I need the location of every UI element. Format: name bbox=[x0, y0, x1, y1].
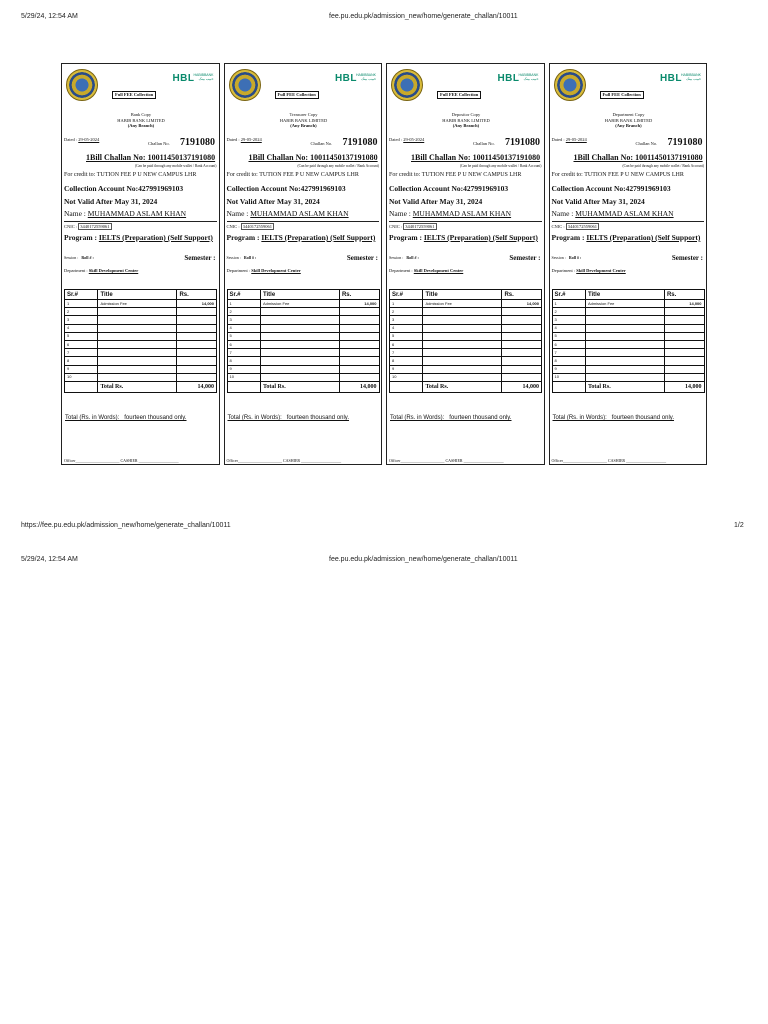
student-name: Name : MUHAMMAD ASLAM KHAN bbox=[64, 209, 187, 218]
table-row bbox=[65, 308, 217, 316]
table-row bbox=[227, 365, 379, 373]
credit-to: For credit to: TUTION FEE P U NEW CAMPUS LHR bbox=[226, 172, 359, 178]
cell-title bbox=[423, 340, 502, 348]
cell-amount bbox=[339, 332, 379, 340]
cell-sr: 10 bbox=[65, 373, 98, 381]
cell-title bbox=[423, 308, 502, 316]
cell-amount bbox=[177, 316, 217, 324]
page-number: 1/2 bbox=[734, 522, 744, 529]
cell-sr: 10 bbox=[552, 373, 585, 381]
cell-title bbox=[260, 349, 339, 357]
col-amount: Rs. bbox=[339, 290, 379, 300]
col-title: Title bbox=[423, 290, 502, 300]
cell-amount bbox=[502, 340, 542, 348]
cell-sr: 4 bbox=[390, 324, 423, 332]
cell-sr: 7 bbox=[227, 349, 260, 357]
cell-amount bbox=[339, 308, 379, 316]
cell-amount bbox=[502, 349, 542, 357]
full-fee-label: Full FEE Collection bbox=[600, 91, 644, 99]
payment-note: (Can be paid through any mobile wallet / Bank Account) bbox=[459, 164, 542, 168]
total-label: Total Rs. bbox=[423, 381, 502, 392]
cell-amount bbox=[339, 357, 379, 365]
col-title: Title bbox=[585, 290, 664, 300]
dated: Dated : 29-05-2024 bbox=[389, 137, 425, 142]
hbl-logo-subtext: HABIBBANK حبیب بینک bbox=[518, 73, 539, 81]
footer-url[interactable]: https://fee.pu.edu.pk/admission_new/home/generate_challan/10011 bbox=[21, 522, 231, 529]
cell-title bbox=[585, 340, 664, 348]
cell-sr: 5 bbox=[390, 332, 423, 340]
table-row bbox=[390, 300, 542, 308]
full-fee-label: Full FEE Collection bbox=[112, 91, 156, 99]
cell-title bbox=[423, 324, 502, 332]
col-amount: Rs. bbox=[177, 290, 217, 300]
divider bbox=[389, 221, 542, 222]
table-row bbox=[390, 308, 542, 316]
table-row bbox=[390, 332, 542, 340]
total-empty bbox=[65, 381, 98, 392]
table-row bbox=[552, 365, 704, 373]
table-row bbox=[227, 324, 379, 332]
cell-sr: 9 bbox=[227, 365, 260, 373]
challan-number: 7191080 bbox=[180, 137, 215, 148]
any-branch: (Any Branch) bbox=[290, 123, 317, 128]
table-row bbox=[390, 324, 542, 332]
cell-title bbox=[98, 324, 177, 332]
cell-amount bbox=[177, 332, 217, 340]
table-row bbox=[390, 365, 542, 373]
cell-sr: 8 bbox=[390, 357, 423, 365]
cell-title: Admission Fee bbox=[423, 300, 502, 308]
cell-title bbox=[423, 316, 502, 324]
table-row bbox=[227, 316, 379, 324]
credit-to: For credit to: TUTION FEE P U NEW CAMPUS LHR bbox=[389, 172, 522, 178]
collection-account: Collection Account No:427991969103 bbox=[551, 184, 671, 193]
cell-amount bbox=[664, 324, 704, 332]
cell-title bbox=[98, 349, 177, 357]
cell-sr: 3 bbox=[227, 316, 260, 324]
cell-title bbox=[423, 349, 502, 357]
cell-amount bbox=[339, 324, 379, 332]
total-label: Total Rs. bbox=[260, 381, 339, 392]
cell-amount bbox=[502, 324, 542, 332]
student-name: Name : MUHAMMAD ASLAM KHAN bbox=[389, 209, 512, 218]
col-sr: Sr.# bbox=[227, 290, 260, 300]
dated: Dated : 29-05-2024 bbox=[226, 137, 262, 142]
cell-title bbox=[585, 349, 664, 357]
table-row bbox=[552, 373, 704, 381]
program: Program : IELTS (Preparation) (Self Support) bbox=[551, 233, 701, 242]
bill-challan-number: 1Bill Challan No: 10011450137191080 bbox=[411, 153, 541, 162]
cell-sr: 7 bbox=[552, 349, 585, 357]
department: Department : Skill Development Center bbox=[551, 268, 626, 273]
col-title: Title bbox=[260, 290, 339, 300]
col-sr: Sr.# bbox=[65, 290, 98, 300]
table-row bbox=[552, 324, 704, 332]
hbl-logo: HBL bbox=[334, 73, 357, 84]
table-row bbox=[390, 316, 542, 324]
university-seal-icon bbox=[66, 69, 98, 101]
hbl-logo: HBL bbox=[172, 73, 195, 84]
any-branch: (Any Branch) bbox=[452, 123, 480, 128]
semester: Semester : bbox=[509, 254, 541, 262]
collection-account: Collection Account No:427991969103 bbox=[389, 184, 509, 193]
session-roll: Session : Roll # : bbox=[64, 255, 94, 260]
any-branch: (Any Branch) bbox=[615, 123, 642, 128]
full-fee-label: Full FEE Collection bbox=[437, 91, 481, 99]
cell-amount bbox=[502, 316, 542, 324]
cell-title bbox=[260, 316, 339, 324]
table-row bbox=[552, 332, 704, 340]
cell-sr: 10 bbox=[390, 373, 423, 381]
cell-sr: 5 bbox=[65, 332, 98, 340]
table-row bbox=[227, 332, 379, 340]
cell-amount bbox=[177, 373, 217, 381]
cell-amount bbox=[177, 365, 217, 373]
table-row bbox=[390, 349, 542, 357]
cell-amount bbox=[502, 332, 542, 340]
fee-table bbox=[552, 289, 705, 393]
cell-sr: 9 bbox=[390, 365, 423, 373]
table-row bbox=[390, 357, 542, 365]
cell-title bbox=[585, 373, 664, 381]
cell-sr: 1 bbox=[227, 300, 260, 308]
challan-copy bbox=[224, 63, 383, 465]
copy-name: Treasurer Copy bbox=[289, 112, 318, 117]
cell-title bbox=[98, 308, 177, 316]
bill-challan-number: 1Bill Challan No: 10011450137191080 bbox=[573, 153, 703, 162]
session-roll: Session : Roll # : bbox=[551, 255, 582, 260]
cell-sr: 3 bbox=[552, 316, 585, 324]
cell-amount bbox=[177, 349, 217, 357]
cell-title bbox=[585, 324, 664, 332]
table-row bbox=[65, 357, 217, 365]
cell-amount bbox=[177, 324, 217, 332]
divider bbox=[64, 221, 217, 222]
collection-account: Collection Account No:427991969103 bbox=[226, 184, 346, 193]
cell-title bbox=[423, 365, 502, 373]
fee-table bbox=[227, 289, 380, 393]
total-value: 14,000 bbox=[177, 381, 217, 392]
cell-title bbox=[260, 373, 339, 381]
bill-challan-number: 1Bill Challan No: 10011450137191080 bbox=[248, 153, 378, 162]
cell-sr: 8 bbox=[552, 357, 585, 365]
bill-challan-number: 1Bill Challan No: 10011450137191080 bbox=[86, 153, 216, 162]
cell-sr: 1 bbox=[65, 300, 98, 308]
cell-amount bbox=[177, 308, 217, 316]
cell-sr: 6 bbox=[227, 340, 260, 348]
fee-table bbox=[389, 289, 542, 393]
hbl-logo-subtext: HABIBBANK حبیب بینک bbox=[193, 73, 214, 81]
cell-title: Admission Fee bbox=[260, 300, 339, 308]
col-sr: Sr.# bbox=[552, 290, 585, 300]
any-branch: (Any Branch) bbox=[127, 123, 155, 128]
cell-amount bbox=[339, 340, 379, 348]
col-amount: Rs. bbox=[502, 290, 542, 300]
copy-name: Bank Copy bbox=[130, 112, 152, 117]
challan-copies bbox=[61, 63, 711, 467]
cell-title bbox=[260, 332, 339, 340]
cell-sr: 2 bbox=[552, 308, 585, 316]
department: Department : Skill Development Center bbox=[64, 268, 139, 273]
cell-title bbox=[260, 308, 339, 316]
signature-line: Officer______________________ CASHIER ____________________ bbox=[551, 458, 667, 463]
divider bbox=[552, 221, 705, 222]
cell-amount bbox=[664, 332, 704, 340]
amount-in-words: Total (Rs. in Words):_ fourteen thousand only. bbox=[65, 415, 187, 421]
print-url-page2: fee.pu.edu.pk/admission_new/home/generate_challan/10011 bbox=[329, 556, 518, 563]
total-label: Total Rs. bbox=[585, 381, 664, 392]
program: Program : IELTS (Preparation) (Self Support) bbox=[64, 233, 213, 242]
bank-name: HABIB BANK LIMITED bbox=[442, 118, 490, 123]
cell-title bbox=[260, 357, 339, 365]
cell-amount bbox=[664, 373, 704, 381]
cell-sr: 1 bbox=[552, 300, 585, 308]
cell-title bbox=[423, 373, 502, 381]
cnic: CNIC : 3440172559061 bbox=[389, 224, 435, 229]
challan-number: 7191080 bbox=[667, 137, 703, 148]
fee-table bbox=[64, 289, 217, 393]
cell-title bbox=[585, 316, 664, 324]
amount-in-words: Total (Rs. in Words):_ fourteen thousand only. bbox=[390, 415, 512, 421]
cell-title bbox=[585, 357, 664, 365]
cell-sr: 5 bbox=[227, 332, 260, 340]
cell-sr: 10 bbox=[227, 373, 260, 381]
validity-date: Not Valid After May 31, 2024 bbox=[389, 197, 483, 206]
cell-title bbox=[260, 324, 339, 332]
session-roll: Session : Roll # : bbox=[389, 255, 419, 260]
cell-sr: 2 bbox=[227, 308, 260, 316]
table-row bbox=[227, 300, 379, 308]
cell-amount bbox=[664, 349, 704, 357]
cell-title bbox=[98, 357, 177, 365]
cell-amount bbox=[502, 357, 542, 365]
dated: Dated : 29-05-2024 bbox=[64, 137, 100, 142]
cnic: CNIC : 3440172559061 bbox=[226, 224, 273, 229]
table-row bbox=[227, 340, 379, 348]
amount-in-words: Total (Rs. in Words):_ fourteen thousand only. bbox=[552, 415, 675, 421]
cell-amount: 14,000 bbox=[664, 300, 704, 308]
challan-no-label: Challan No. bbox=[473, 141, 495, 146]
signature-line: Officer______________________ CASHIER ____________________ bbox=[226, 458, 342, 463]
table-row bbox=[390, 340, 542, 348]
bank-name: HABIB BANK LIMITED bbox=[604, 118, 653, 123]
table-row bbox=[65, 332, 217, 340]
cell-sr: 9 bbox=[65, 365, 98, 373]
cell-amount bbox=[664, 316, 704, 324]
cell-title bbox=[98, 332, 177, 340]
total-empty bbox=[552, 381, 585, 392]
cell-amount bbox=[339, 365, 379, 373]
cell-amount bbox=[664, 365, 704, 373]
cnic: CNIC : 3440172559061 bbox=[551, 224, 598, 229]
student-name: Name : MUHAMMAD ASLAM KHAN bbox=[226, 209, 349, 218]
challan-no-label: Challan No. bbox=[635, 141, 658, 146]
challan-number: 7191080 bbox=[505, 137, 540, 148]
print-datetime: 5/29/24, 12:54 AM bbox=[21, 13, 78, 20]
cell-amount bbox=[502, 365, 542, 373]
challan-no-label: Challan No. bbox=[310, 141, 333, 146]
cell-sr: 8 bbox=[65, 357, 98, 365]
hbl-logo: HBL bbox=[659, 73, 682, 84]
cell-title bbox=[260, 340, 339, 348]
semester: Semester : bbox=[346, 254, 378, 262]
table-row bbox=[552, 308, 704, 316]
cell-sr: 8 bbox=[227, 357, 260, 365]
table-row bbox=[65, 349, 217, 357]
total-value: 14,000 bbox=[502, 381, 542, 392]
table-row bbox=[227, 357, 379, 365]
hbl-logo-subtext: HABIBBANK حبیب بینک bbox=[680, 73, 701, 81]
cell-sr: 1 bbox=[390, 300, 423, 308]
table-row bbox=[65, 373, 217, 381]
signature-line: Officer______________________ CASHIER ____________________ bbox=[64, 458, 179, 463]
cell-title bbox=[423, 332, 502, 340]
table-row bbox=[65, 365, 217, 373]
divider bbox=[227, 221, 380, 222]
semester: Semester : bbox=[671, 254, 703, 262]
hbl-logo-subtext: HABIBBANK حبیب بینک bbox=[355, 73, 376, 81]
cell-sr: 7 bbox=[65, 349, 98, 357]
collection-account: Collection Account No:427991969103 bbox=[64, 184, 184, 193]
total-empty bbox=[390, 381, 423, 392]
bank-name: HABIB BANK LIMITED bbox=[279, 118, 328, 123]
copy-name: Department Copy bbox=[612, 112, 645, 117]
col-amount: Rs. bbox=[664, 290, 704, 300]
table-row bbox=[65, 316, 217, 324]
table-row bbox=[552, 316, 704, 324]
cell-title bbox=[423, 357, 502, 365]
print-datetime-page2: 5/29/24, 12:54 AM bbox=[21, 556, 78, 563]
validity-date: Not Valid After May 31, 2024 bbox=[64, 197, 158, 206]
cell-sr: 6 bbox=[552, 340, 585, 348]
cell-sr: 5 bbox=[552, 332, 585, 340]
challan-number: 7191080 bbox=[342, 137, 378, 148]
cell-title: Admission Fee bbox=[98, 300, 177, 308]
col-sr: Sr.# bbox=[390, 290, 423, 300]
table-row bbox=[390, 373, 542, 381]
university-seal-icon bbox=[229, 69, 261, 101]
table-row bbox=[65, 300, 217, 308]
cell-amount bbox=[502, 373, 542, 381]
dated: Dated : 29-05-2024 bbox=[551, 137, 587, 142]
cell-title bbox=[585, 332, 664, 340]
cell-sr: 9 bbox=[552, 365, 585, 373]
student-name: Name : MUHAMMAD ASLAM KHAN bbox=[551, 209, 674, 218]
bank-name: HABIB BANK LIMITED bbox=[117, 118, 165, 123]
table-row bbox=[65, 340, 217, 348]
cell-amount bbox=[339, 349, 379, 357]
university-seal-icon bbox=[554, 69, 586, 101]
university-seal-icon bbox=[391, 69, 423, 101]
amount-in-words: Total (Rs. in Words):_ fourteen thousand only. bbox=[227, 415, 350, 421]
cnic: CNIC : 3440172559061 bbox=[64, 224, 110, 229]
department: Department : Skill Development Center bbox=[226, 268, 301, 273]
cell-sr: 2 bbox=[390, 308, 423, 316]
cell-amount: 14,000 bbox=[177, 300, 217, 308]
challan-copy bbox=[61, 63, 220, 465]
total-label: Total Rs. bbox=[98, 381, 177, 392]
table-row bbox=[552, 340, 704, 348]
cell-sr: 6 bbox=[390, 340, 423, 348]
table-row bbox=[552, 300, 704, 308]
table-row bbox=[65, 324, 217, 332]
cell-amount bbox=[502, 308, 542, 316]
cell-amount bbox=[664, 340, 704, 348]
print-url: fee.pu.edu.pk/admission_new/home/generate_challan/10011 bbox=[329, 13, 518, 20]
cell-sr: 6 bbox=[65, 340, 98, 348]
table-row bbox=[552, 357, 704, 365]
copy-name: Depositor Copy bbox=[451, 112, 481, 117]
hbl-logo: HBL bbox=[497, 73, 520, 84]
cell-title bbox=[98, 316, 177, 324]
table-row bbox=[552, 349, 704, 357]
validity-date: Not Valid After May 31, 2024 bbox=[226, 197, 320, 206]
cell-title bbox=[98, 340, 177, 348]
cell-amount bbox=[177, 340, 217, 348]
payment-note: (Can be paid through any mobile wallet / Bank Account) bbox=[134, 164, 217, 168]
cell-amount: 14,000 bbox=[502, 300, 542, 308]
challan-copy bbox=[549, 63, 708, 465]
program: Program : IELTS (Preparation) (Self Support) bbox=[389, 233, 538, 242]
signature-line: Officer______________________ CASHIER ____________________ bbox=[389, 458, 504, 463]
full-fee-label: Full FEE Collection bbox=[275, 91, 319, 99]
cell-sr: 2 bbox=[65, 308, 98, 316]
cell-sr: 4 bbox=[227, 324, 260, 332]
cell-amount bbox=[177, 357, 217, 365]
cell-amount bbox=[339, 373, 379, 381]
cell-amount bbox=[339, 316, 379, 324]
cell-sr: 3 bbox=[65, 316, 98, 324]
cell-title: Admission Fee bbox=[585, 300, 664, 308]
table-row bbox=[227, 308, 379, 316]
cell-sr: 4 bbox=[552, 324, 585, 332]
credit-to: For credit to: TUTION FEE P U NEW CAMPUS LHR bbox=[64, 172, 197, 178]
cell-title bbox=[585, 365, 664, 373]
cell-sr: 3 bbox=[390, 316, 423, 324]
program: Program : IELTS (Preparation) (Self Support) bbox=[226, 233, 376, 242]
col-title: Title bbox=[98, 290, 177, 300]
semester: Semester : bbox=[184, 254, 216, 262]
cell-sr: 4 bbox=[65, 324, 98, 332]
challan-copy bbox=[386, 63, 545, 465]
department: Department : Skill Development Center bbox=[389, 268, 464, 273]
validity-date: Not Valid After May 31, 2024 bbox=[551, 197, 645, 206]
credit-to: For credit to: TUTION FEE P U NEW CAMPUS LHR bbox=[551, 172, 684, 178]
total-empty bbox=[227, 381, 260, 392]
table-row bbox=[227, 349, 379, 357]
cell-title bbox=[98, 373, 177, 381]
cell-amount: 14,000 bbox=[339, 300, 379, 308]
challan-no-label: Challan No. bbox=[148, 141, 170, 146]
cell-title bbox=[260, 365, 339, 373]
cell-sr: 7 bbox=[390, 349, 423, 357]
cell-amount bbox=[664, 308, 704, 316]
cell-title bbox=[98, 365, 177, 373]
payment-note: (Can be paid through any mobile wallet / Bank Account) bbox=[297, 164, 379, 168]
cell-title bbox=[585, 308, 664, 316]
total-value: 14,000 bbox=[664, 381, 704, 392]
total-value: 14,000 bbox=[339, 381, 379, 392]
cell-amount bbox=[664, 357, 704, 365]
session-roll: Session : Roll # : bbox=[226, 255, 257, 260]
table-row bbox=[227, 373, 379, 381]
payment-note: (Can be paid through any mobile wallet / Bank Account) bbox=[622, 164, 704, 168]
